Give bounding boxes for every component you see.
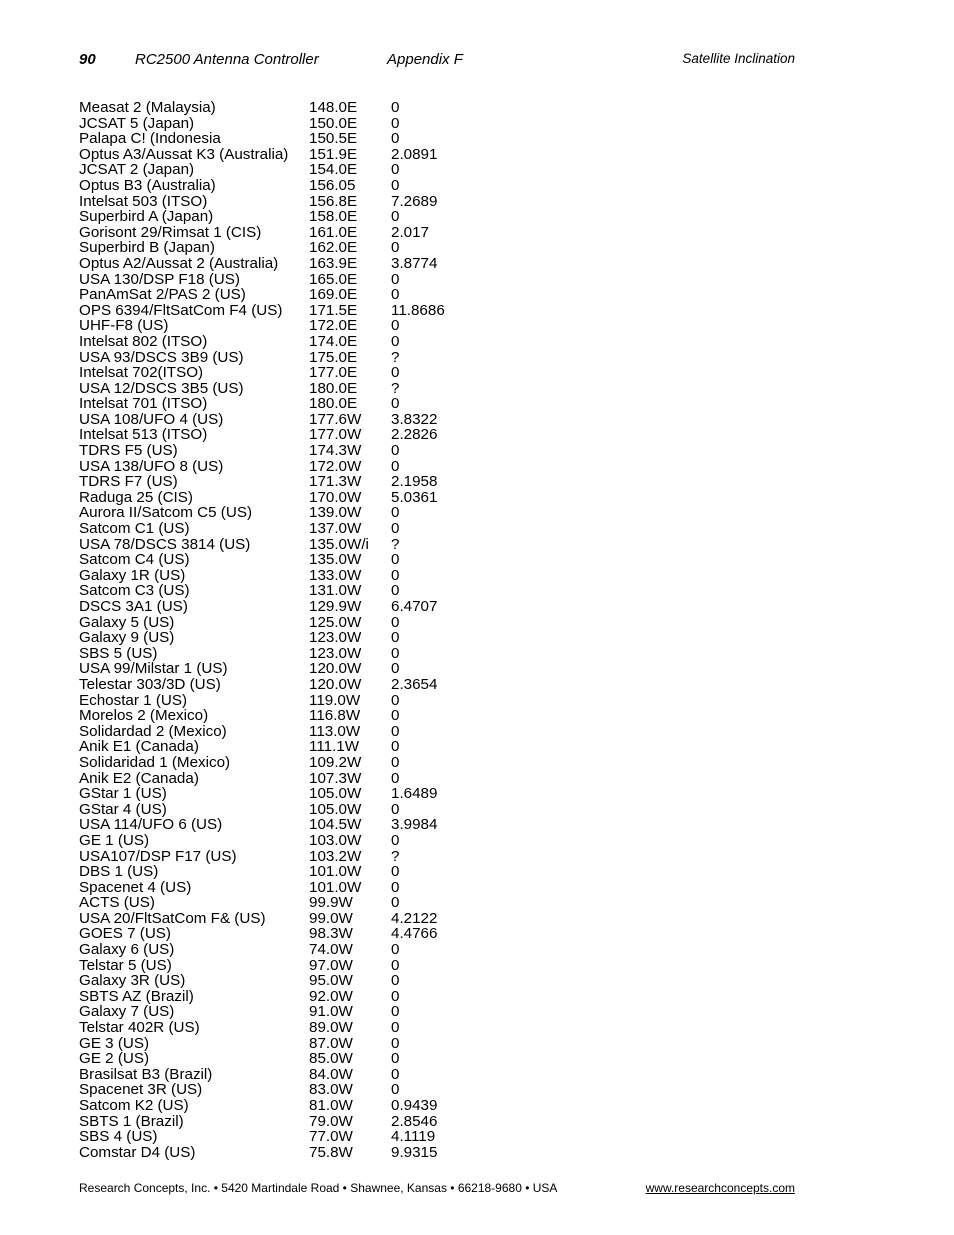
inclination-cell: 3.8322 — [391, 410, 438, 428]
longitude-cell: 180.0E — [309, 395, 358, 413]
document-title: RC2500 Antenna Controller — [135, 51, 319, 68]
longitude-cell: 156.05 — [309, 176, 356, 194]
satellite-name: Superbird B (Japan) — [79, 239, 215, 257]
inclination-cell: 0 — [391, 660, 400, 678]
table-row — [79, 755, 679, 771]
table-row — [79, 1114, 679, 1130]
longitude-cell: 162.0E — [309, 239, 358, 257]
longitude-cell: 83.0W — [309, 1081, 353, 1099]
inclination-cell: 0 — [391, 551, 400, 569]
longitude-cell: 161.0E — [309, 223, 358, 241]
longitude-cell: 135.0W — [309, 551, 362, 569]
longitude-cell: 180.0E — [309, 379, 358, 397]
inclination-cell: 0 — [391, 972, 400, 990]
table-row — [79, 225, 679, 241]
longitude-cell: 175.0E — [309, 348, 358, 366]
table-row — [79, 817, 679, 833]
satellite-name: Palapa C! (Indonesia — [79, 130, 221, 148]
longitude-cell: 111.1W — [309, 738, 360, 756]
satellite-name: USA 93/DSCS 3B9 (US) — [79, 348, 244, 366]
longitude-cell: 84.0W — [309, 1065, 353, 1083]
inclination-cell: 0 — [391, 332, 400, 350]
longitude-cell: 174.3W — [309, 442, 362, 460]
satellite-name: Telstar 5 (US) — [79, 956, 172, 974]
longitude-cell: 154.0E — [309, 161, 358, 179]
longitude-cell: 129.9W — [309, 598, 362, 615]
longitude-cell: 156.8E — [309, 192, 358, 210]
longitude-cell: 89.0W — [309, 1019, 353, 1037]
satellite-name: GOES 7 (US) — [79, 925, 171, 943]
longitude-cell: 87.0W — [309, 1034, 353, 1052]
satellite-name: USA 12/DSCS 3B5 (US) — [79, 379, 244, 397]
table-row — [79, 973, 679, 989]
inclination-cell: 0 — [391, 613, 400, 631]
longitude-cell: 148.0E — [309, 99, 358, 116]
inclination-cell: 0 — [391, 566, 400, 584]
inclination-cell: 0 — [391, 800, 400, 818]
inclination-cell: 0 — [391, 644, 400, 662]
inclination-cell: ? — [391, 847, 400, 865]
inclination-cell: ? — [391, 535, 400, 553]
inclination-cell: 0 — [391, 987, 400, 1005]
longitude-cell: 119.0W — [309, 691, 361, 709]
table-row — [79, 1051, 679, 1067]
inclination-cell: 0 — [391, 941, 400, 959]
inclination-cell: 2.0891 — [391, 145, 438, 163]
satellite-name: Optus A2/Aussat 2 (Australia) — [79, 254, 279, 272]
inclination-cell: 0 — [391, 457, 400, 475]
inclination-cell: 2.1958 — [391, 473, 438, 491]
satellite-name: UHF-F8 (US) — [79, 317, 169, 335]
table-row — [79, 381, 679, 397]
satellite-name: GE 3 (US) — [79, 1034, 150, 1052]
table-row — [79, 116, 679, 132]
table-row — [79, 630, 679, 646]
satellite-name: TDRS F5 (US) — [79, 442, 178, 460]
satellite-name: Telestar 303/3D (US) — [79, 675, 221, 693]
longitude-cell: 113.0W — [309, 722, 361, 740]
inclination-cell: 0 — [391, 130, 400, 148]
table-row — [79, 849, 679, 865]
longitude-cell: 165.0E — [309, 270, 358, 288]
inclination-cell: 0 — [391, 1034, 400, 1052]
table-row — [79, 318, 679, 334]
satellite-name: Galaxy 5 (US) — [79, 613, 175, 631]
satellite-name: Galaxy 3R (US) — [79, 972, 186, 990]
table-row — [79, 459, 679, 475]
table-row — [79, 209, 679, 225]
inclination-cell: 0 — [391, 317, 400, 335]
table-row — [79, 334, 679, 350]
table-row — [79, 412, 679, 428]
inclination-cell: 0 — [391, 629, 400, 647]
company-address: Research Concepts, Inc. • 5420 Martindale Road • Shawnee, Kansas • 66218-9680 • USA — [79, 1181, 558, 1195]
inclination-cell: 0 — [391, 1019, 400, 1037]
table-row — [79, 802, 679, 818]
inclination-cell: 0 — [391, 738, 400, 756]
inclination-cell: 0 — [391, 239, 400, 257]
longitude-cell: 101.0W — [309, 863, 362, 881]
longitude-cell: 105.0W — [309, 785, 362, 803]
satellite-name: Intelsat 702(ITSO) — [79, 364, 204, 382]
satellite-name: USA 130/DSP F18 (US) — [79, 270, 240, 288]
inclination-cell: 0 — [391, 520, 400, 538]
table-row — [79, 350, 679, 366]
inclination-cell: 0 — [391, 753, 400, 771]
page-footer — [79, 1181, 795, 1197]
satellite-name: GStar 1 (US) — [79, 785, 167, 803]
longitude-cell: 172.0W — [309, 457, 362, 475]
satellite-name: SBS 5 (US) — [79, 644, 158, 662]
satellite-name: GE 1 (US) — [79, 831, 150, 849]
table-row — [79, 552, 679, 568]
table-row — [79, 1004, 679, 1020]
table-row — [79, 272, 679, 288]
satellite-name: Optus A3/Aussat K3 (Australia) — [79, 145, 289, 163]
section-title: Satellite Inclination — [682, 51, 795, 66]
longitude-cell: 75.8W — [309, 1143, 353, 1161]
inclination-cell: 0 — [391, 863, 400, 881]
inclination-cell: 4.1119 — [391, 1128, 436, 1146]
table-row — [79, 615, 679, 631]
appendix-label: Appendix F — [387, 51, 463, 68]
table-row — [79, 1098, 679, 1114]
longitude-cell: 98.3W — [309, 925, 353, 943]
longitude-cell: 170.0W — [309, 488, 362, 506]
inclination-cell: 0 — [391, 504, 400, 522]
satellite-name: Solidaridad 1 (Mexico) — [79, 753, 231, 771]
satellite-name: Intelsat 701 (ITSO) — [79, 395, 208, 413]
satellite-name: Aurora II/Satcom C5 (US) — [79, 504, 253, 522]
longitude-cell: 99.0W — [309, 909, 353, 927]
table-row — [79, 490, 679, 506]
longitude-cell: 123.0W — [309, 629, 362, 647]
table-row — [79, 880, 679, 896]
inclination-cell: 6.4707 — [391, 598, 438, 615]
inclination-cell: 2.017 — [391, 223, 430, 241]
table-row — [79, 287, 679, 303]
satellite-name: Optus B3 (Australia) — [79, 176, 216, 194]
satellite-name: USA 99/Milstar 1 (US) — [79, 660, 228, 678]
table-row — [79, 677, 679, 693]
inclination-cell: 0 — [391, 442, 400, 460]
longitude-cell: 177.0W — [309, 426, 362, 444]
inclination-cell: ? — [391, 348, 400, 366]
inclination-cell: 1.6489 — [391, 785, 438, 803]
longitude-cell: 85.0W — [309, 1050, 353, 1068]
inclination-cell: 0 — [391, 270, 400, 288]
satellite-name: SBS 4 (US) — [79, 1128, 158, 1146]
table-row — [79, 895, 679, 911]
longitude-cell: 97.0W — [309, 956, 353, 974]
longitude-cell: 120.0W — [309, 660, 362, 678]
satellite-name: Measat 2 (Malaysia) — [79, 99, 216, 116]
table-row — [79, 568, 679, 584]
longitude-cell: 150.0E — [309, 114, 358, 132]
table-row — [79, 661, 679, 677]
longitude-cell: 120.0W — [309, 675, 362, 693]
inclination-cell: 3.8774 — [391, 254, 438, 272]
longitude-cell: 172.0E — [309, 317, 358, 335]
page-number: 90 — [79, 51, 96, 68]
satellite-name: Intelsat 503 (ITSO) — [79, 192, 208, 210]
table-row — [79, 693, 679, 709]
satellite-name: Telstar 402R (US) — [79, 1019, 200, 1037]
longitude-cell: 105.0W — [309, 800, 362, 818]
table-row — [79, 365, 679, 381]
inclination-cell: 0 — [391, 707, 400, 725]
inclination-cell: 0 — [391, 691, 400, 709]
longitude-cell: 92.0W — [309, 987, 353, 1005]
satellite-name: Raduga 25 (CIS) — [79, 488, 193, 506]
satellite-name: USA107/DSP F17 (US) — [79, 847, 237, 865]
inclination-cell: 2.8546 — [391, 1112, 438, 1130]
longitude-cell: 177.0E — [309, 364, 358, 382]
inclination-cell: 0 — [391, 99, 400, 116]
satellite-name: USA 20/FltSatCom F& (US) — [79, 909, 266, 927]
longitude-cell: 81.0W — [309, 1097, 353, 1114]
table-row — [79, 256, 679, 272]
inclination-cell: 3.9984 — [391, 816, 438, 834]
satellite-name: TDRS F7 (US) — [79, 473, 178, 491]
table-row — [79, 771, 679, 787]
longitude-cell: 103.0W — [309, 831, 362, 849]
satellite-name: USA 114/UFO 6 (US) — [79, 816, 223, 834]
longitude-cell: 169.0E — [309, 286, 358, 304]
satellite-name: Intelsat 802 (ITSO) — [79, 332, 208, 350]
table-row — [79, 474, 679, 490]
inclination-cell: 0 — [391, 956, 400, 974]
table-row — [79, 739, 679, 755]
satellite-name: Gorisont 29/Rimsat 1 (CIS) — [79, 223, 262, 241]
longitude-cell: 151.9E — [309, 145, 358, 163]
inclination-cell: 0 — [391, 878, 400, 896]
table-row — [79, 864, 679, 880]
table-row — [79, 505, 679, 521]
satellite-name: SBTS 1 (Brazil) — [79, 1112, 184, 1130]
satellite-name: Satcom K2 (US) — [79, 1097, 189, 1114]
longitude-cell: 137.0W — [309, 520, 362, 538]
inclination-cell: 0 — [391, 582, 400, 600]
satellite-name: ACTS (US) — [79, 894, 155, 912]
satellite-name: USA 138/UFO 8 (US) — [79, 457, 224, 475]
inclination-cell: 0 — [391, 395, 400, 413]
inclination-cell: 0 — [391, 286, 400, 304]
inclination-cell: 2.3654 — [391, 675, 438, 693]
longitude-cell: 174.0E — [309, 332, 358, 350]
inclination-cell: 0 — [391, 364, 400, 382]
inclination-cell: 0 — [391, 176, 400, 194]
table-row — [79, 1129, 679, 1145]
table-row — [79, 599, 679, 615]
satellite-name: Galaxy 7 (US) — [79, 1003, 175, 1021]
satellite-name: OPS 6394/FltSatCom F4 (US) — [79, 301, 283, 319]
satellite-name: Satcom C4 (US) — [79, 551, 190, 569]
satellite-name: Spacenet 3R (US) — [79, 1081, 203, 1099]
table-row — [79, 1020, 679, 1036]
satellite-name: Anik E2 (Canada) — [79, 769, 199, 787]
inclination-cell: 0 — [391, 1003, 400, 1021]
inclination-cell: 0.9439 — [391, 1097, 438, 1114]
satellite-name: Spacenet 4 (US) — [79, 878, 192, 896]
longitude-cell: 158.0E — [309, 208, 358, 226]
table-row — [79, 911, 679, 927]
satellite-name: Galaxy 1R (US) — [79, 566, 186, 584]
table-row — [79, 583, 679, 599]
inclination-cell: 5.0361 — [391, 488, 438, 506]
longitude-cell: 171.5E — [309, 301, 358, 319]
table-row — [79, 786, 679, 802]
longitude-cell: 95.0W — [309, 972, 353, 990]
longitude-cell: 125.0W — [309, 613, 362, 631]
table-row — [79, 131, 679, 147]
inclination-cell: 0 — [391, 1050, 400, 1068]
satellite-name: Solidardad 2 (Mexico) — [79, 722, 227, 740]
longitude-cell: 101.0W — [309, 878, 362, 896]
table-row — [79, 521, 679, 537]
inclination-cell: 0 — [391, 722, 400, 740]
table-row — [79, 708, 679, 724]
inclination-cell: 4.4766 — [391, 925, 438, 943]
table-row — [79, 1145, 679, 1161]
table-row — [79, 178, 679, 194]
satellite-name: Anik E1 (Canada) — [79, 738, 199, 756]
table-row — [79, 989, 679, 1005]
satellite-name: GE 2 (US) — [79, 1050, 150, 1068]
inclination-cell: 9.9315 — [391, 1143, 438, 1161]
inclination-cell: 0 — [391, 894, 400, 912]
table-row — [79, 240, 679, 256]
satellite-name: GStar 4 (US) — [79, 800, 167, 818]
satellite-name: Intelsat 513 (ITSO) — [79, 426, 208, 444]
table-row — [79, 443, 679, 459]
inclination-cell: 11.8686 — [391, 301, 445, 319]
inclination-cell: 2.2826 — [391, 426, 438, 444]
inclination-cell: 4.2122 — [391, 909, 438, 927]
page-header — [79, 51, 795, 71]
inclination-cell: 0 — [391, 769, 400, 787]
table-row — [79, 147, 679, 163]
inclination-cell: 0 — [391, 831, 400, 849]
longitude-cell: 104.5W — [309, 816, 362, 834]
satellite-name: Galaxy 6 (US) — [79, 941, 175, 959]
longitude-cell: 103.2W — [309, 847, 362, 865]
table-row — [79, 162, 679, 178]
longitude-cell: 99.9W — [309, 894, 353, 912]
satellite-name: Morelos 2 (Mexico) — [79, 707, 209, 725]
satellite-name: DBS 1 (US) — [79, 863, 159, 881]
longitude-cell: 163.9E — [309, 254, 358, 272]
table-row — [79, 926, 679, 942]
table-row — [79, 942, 679, 958]
table-row — [79, 1067, 679, 1083]
inclination-cell: 7.2689 — [391, 192, 438, 210]
longitude-cell: 177.6W — [309, 410, 362, 428]
longitude-cell: 74.0W — [309, 941, 353, 959]
table-row — [79, 1036, 679, 1052]
satellite-name: Brasilsat B3 (Brazil) — [79, 1065, 213, 1083]
longitude-cell: 109.2W — [309, 753, 362, 771]
longitude-cell: 91.0W — [309, 1003, 353, 1021]
inclination-cell: 0 — [391, 161, 400, 179]
table-row — [79, 958, 679, 974]
satellite-name: USA 108/UFO 4 (US) — [79, 410, 224, 428]
satellite-name: Comstar D4 (US) — [79, 1143, 196, 1161]
table-row — [79, 724, 679, 740]
longitude-cell: 79.0W — [309, 1112, 353, 1130]
longitude-cell: 131.0W — [309, 582, 362, 600]
table-row — [79, 396, 679, 412]
table-row — [79, 537, 679, 553]
longitude-cell: 150.5E — [309, 130, 358, 148]
website-link[interactable]: www.researchconcepts.com — [645, 1181, 795, 1195]
inclination-cell: 0 — [391, 114, 400, 132]
satellite-name: Echostar 1 (US) — [79, 691, 188, 709]
inclination-cell: ? — [391, 379, 400, 397]
table-row — [79, 646, 679, 662]
longitude-cell: 77.0W — [309, 1128, 353, 1146]
satellite-name: SBTS AZ (Brazil) — [79, 987, 194, 1005]
satellite-name: Satcom C1 (US) — [79, 520, 190, 538]
satellite-name: Galaxy 9 (US) — [79, 629, 175, 647]
table-row — [79, 303, 679, 319]
satellite-name: Satcom C3 (US) — [79, 582, 190, 600]
longitude-cell: 135.0W/i — [309, 535, 369, 553]
satellite-name: JCSAT 2 (Japan) — [79, 161, 195, 179]
satellite-name: DSCS 3A1 (US) — [79, 598, 188, 615]
longitude-cell: 171.3W — [309, 473, 362, 491]
longitude-cell: 116.8W — [309, 707, 361, 725]
longitude-cell: 107.3W — [309, 769, 362, 787]
satellite-table — [79, 100, 679, 1160]
table-row — [79, 194, 679, 210]
table-row — [79, 833, 679, 849]
satellite-name: Superbird A (Japan) — [79, 208, 214, 226]
inclination-cell: 0 — [391, 208, 400, 226]
longitude-cell: 139.0W — [309, 504, 362, 522]
satellite-name: JCSAT 5 (Japan) — [79, 114, 195, 132]
inclination-cell: 0 — [391, 1065, 400, 1083]
satellite-name: PanAmSat 2/PAS 2 (US) — [79, 286, 246, 304]
inclination-cell: 0 — [391, 1081, 400, 1099]
table-row — [79, 427, 679, 443]
satellite-name: USA 78/DSCS 3814 (US) — [79, 535, 251, 553]
table-row — [79, 1082, 679, 1098]
longitude-cell: 123.0W — [309, 644, 362, 662]
table-row — [79, 100, 679, 116]
longitude-cell: 133.0W — [309, 566, 362, 584]
